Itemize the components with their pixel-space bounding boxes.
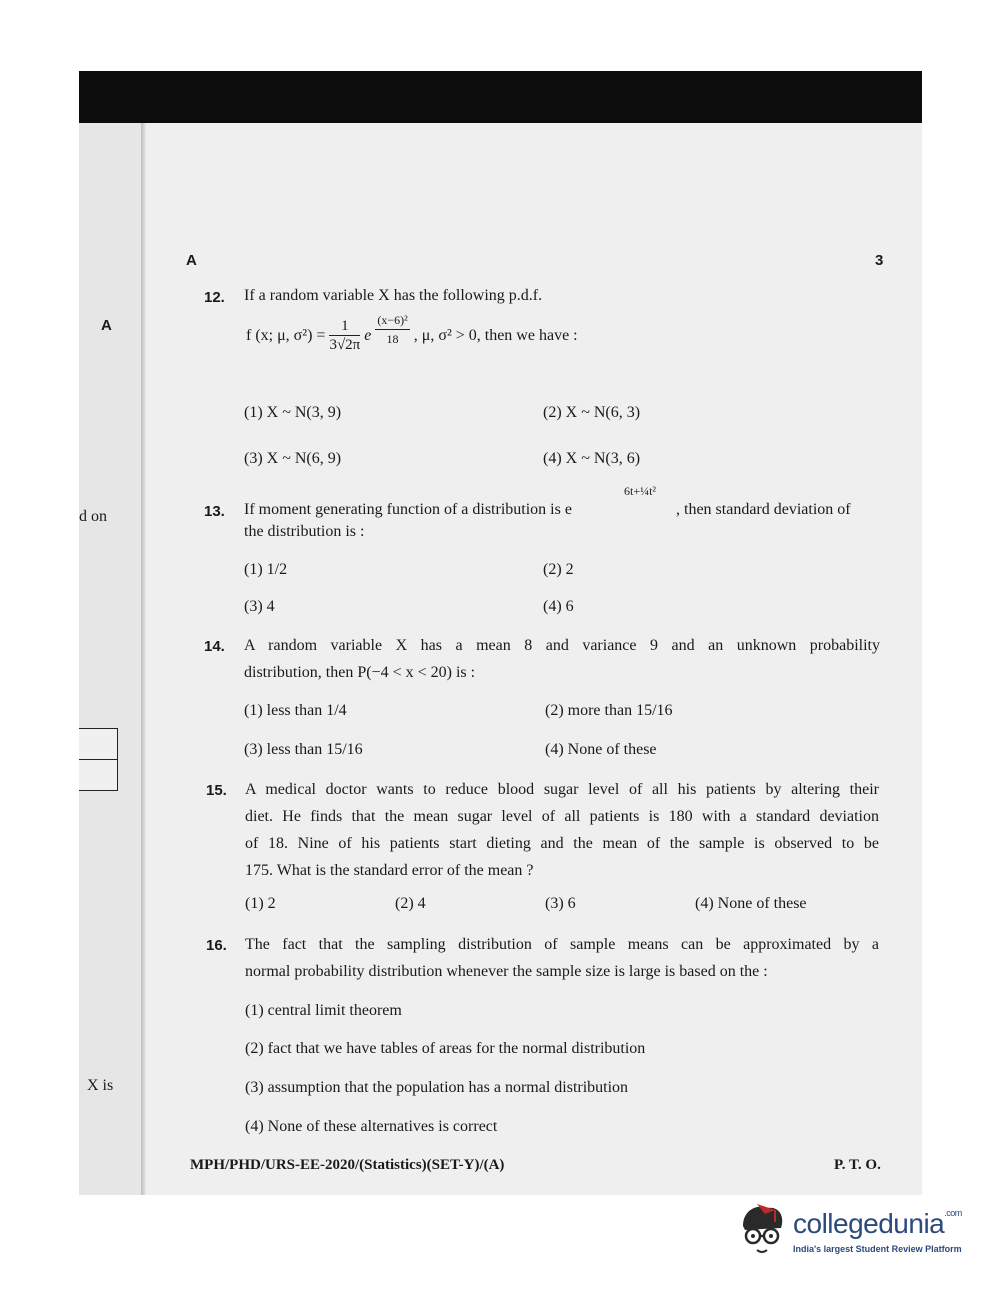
formula-coefficient: $\frac{1}{3√2\pi}$	[329, 318, 361, 353]
question-stem: If a random variable X has the following p.d.f.	[244, 287, 543, 304]
option-2: (2) X ~ N(6, 3)	[543, 404, 641, 421]
option-2: (2) 2	[543, 561, 574, 578]
pto-label: P. T. O.	[834, 1157, 881, 1173]
option-4: (4) None of these alternatives is correct	[245, 1118, 498, 1135]
exam-code: MPH/PHD/URS-EE-2020/(Statistics)(SET-Y)/(A)	[190, 1157, 505, 1173]
option-4: (4) None of these	[695, 895, 807, 912]
section-letter: A	[186, 252, 197, 269]
left-margin-box-2	[79, 759, 118, 791]
option-3: (3) 6	[545, 895, 576, 912]
option-2: (2) more than 15/16	[545, 702, 673, 719]
option-4: (4) None of these	[545, 741, 657, 758]
option-3: (3) X ~ N(6, 9)	[244, 450, 342, 467]
pdf-formula	[246, 313, 578, 355]
question-stem-start: If moment generating function of a distribution is e	[244, 501, 572, 518]
left-margin-box-1	[79, 728, 118, 760]
formula-base: e	[364, 327, 372, 345]
formula-tail: , μ, σ² > 0, then we have :	[413, 327, 578, 345]
question-number: 14.	[204, 638, 225, 655]
option-4: (4) X ~ N(3, 6)	[543, 450, 641, 467]
option-1: (1) 2	[245, 895, 276, 912]
stem-line-1: The fact that the sampling distribution of sample means can be approximated by a	[245, 936, 879, 953]
question-stem	[244, 632, 880, 686]
question-stem	[245, 776, 879, 884]
option-3: (3) 4	[244, 598, 275, 615]
option-2: (2) 4	[395, 895, 426, 912]
mgf-exponent: 6t+¼t²	[624, 484, 657, 498]
stem-line-2: normal probability distribution whenever the sample size is large is based on the :	[245, 963, 768, 980]
stem-line-4: 175. What is the standard error of the mean ?	[245, 862, 534, 879]
left-margin-fragment-2: X is	[87, 1077, 114, 1094]
left-page-header-letter: A	[101, 317, 112, 334]
graduate-mascot-icon	[735, 1200, 791, 1260]
brand-name: collegedunia$^{.com}$	[793, 1208, 962, 1239]
option-1: (1) 1/2	[244, 561, 288, 578]
option-1: (1) less than 1/4	[244, 702, 347, 719]
stem-line-1: A random variable X has a mean 8 and variance 9 and an unknown probability	[244, 637, 880, 654]
formula-lhs: f (x; μ, σ²) =	[246, 327, 326, 345]
question-number: 12.	[204, 289, 225, 306]
scan-top-shadow	[79, 71, 922, 123]
brand-domain: .com	[944, 1208, 962, 1218]
question-number: 16.	[206, 937, 227, 954]
option-2: (2) fact that we have tables of areas for the normal distribution	[245, 1040, 646, 1057]
question-stem	[245, 931, 879, 985]
option-4: (4) 6	[543, 598, 574, 615]
stem-line-2: distribution, then P(−4 < x < 20) is :	[244, 664, 476, 681]
question-stem-line2: the distribution is :	[244, 523, 365, 540]
option-1: (1) X ~ N(3, 9)	[244, 404, 342, 421]
left-margin-fragment-1: d on	[79, 508, 107, 525]
question-stem-end: , then standard deviation of	[676, 501, 851, 518]
page-number: 3	[875, 252, 884, 269]
formula-exponent: $\frac{\text{(x−6)²}}{18}$	[377, 313, 408, 346]
left-facing-page	[79, 123, 143, 1195]
option-3: (3) assumption that the population has a normal distribution	[245, 1079, 629, 1096]
stem-line-3: of 18. Nine of his patients start dieting and the mean of the sample is observed to be	[245, 835, 879, 852]
option-3: (3) less than 15/16	[244, 741, 363, 758]
question-number: 15.	[206, 782, 227, 799]
question-number: 13.	[204, 503, 225, 520]
option-1: (1) central limit theorem	[245, 1002, 402, 1019]
collegedunia-watermark	[733, 1200, 963, 1270]
brand-tagline: India's largest Student Review Platform	[793, 1244, 962, 1254]
stem-line-2: diet. He finds that the mean sugar level of all patients is 180 with a standard deviation	[245, 808, 879, 825]
stem-line-1: A medical doctor wants to reduce blood sugar level of all his patients by altering their	[245, 781, 879, 798]
